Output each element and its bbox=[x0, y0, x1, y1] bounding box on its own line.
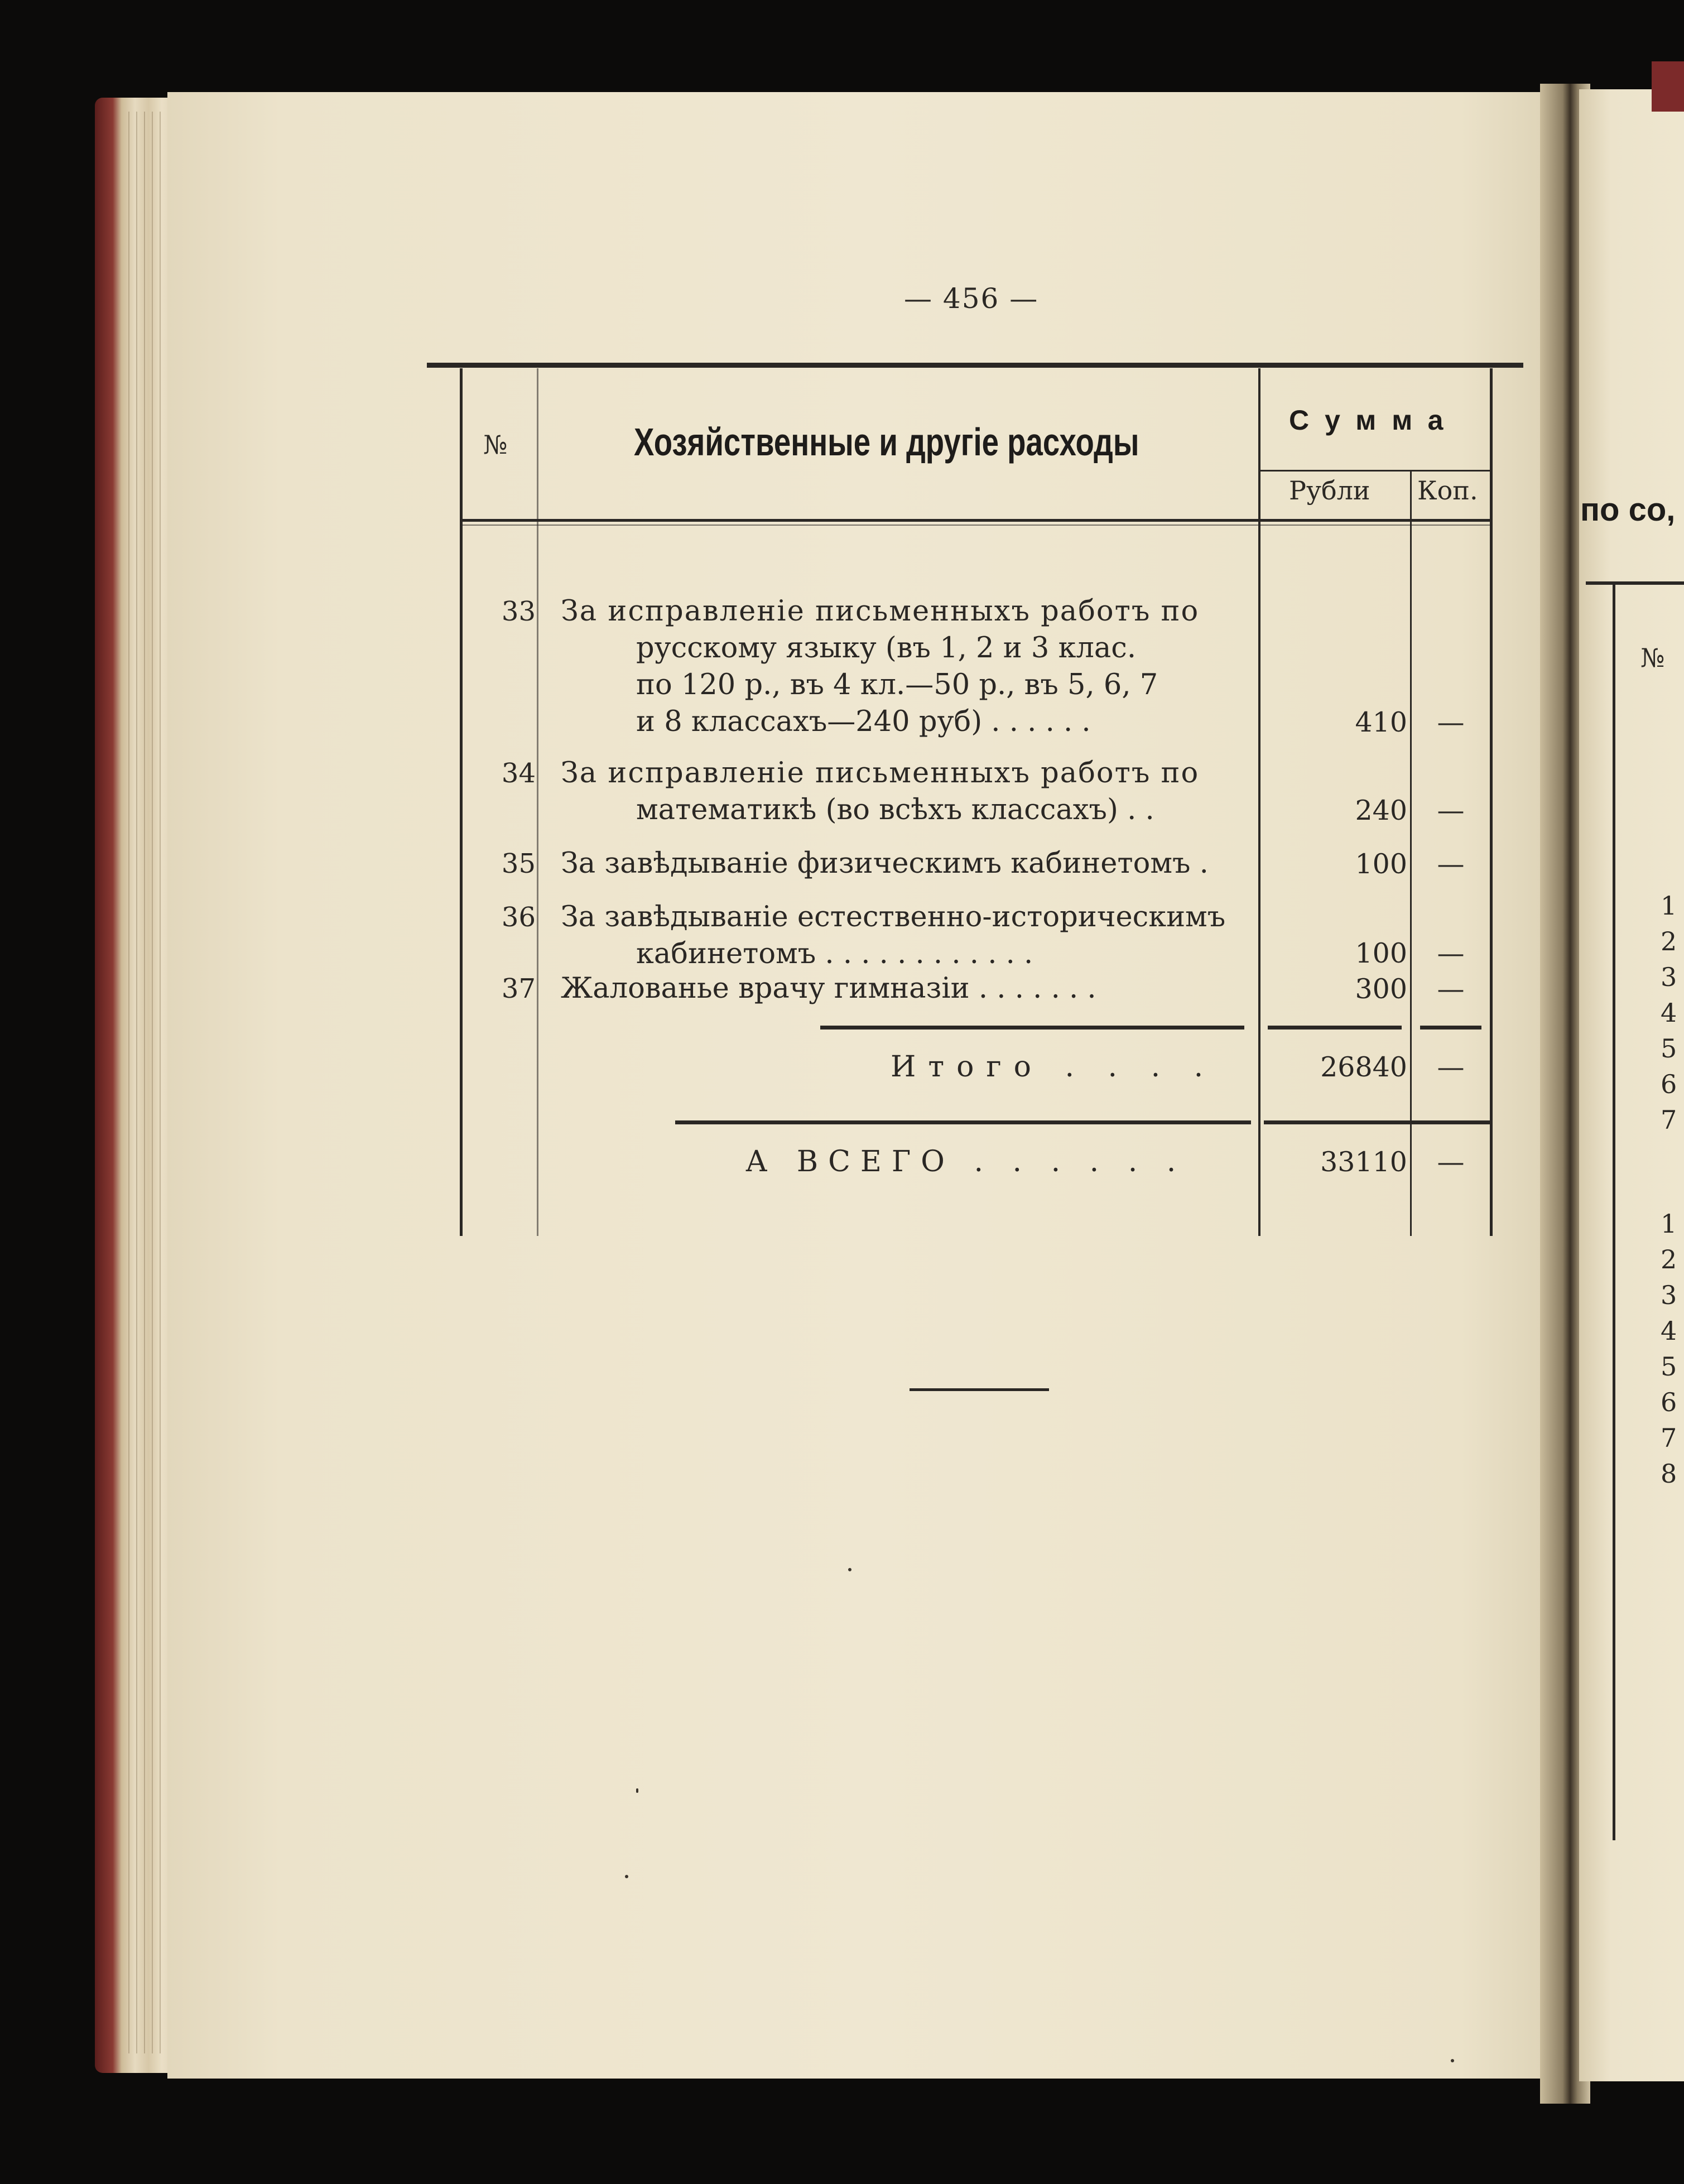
row-text-line: За завѣдываніе физическимъ кабинетомъ . bbox=[561, 847, 1209, 880]
right-page-row-number: 1 bbox=[1661, 891, 1677, 921]
table-header-rule bbox=[460, 519, 1491, 522]
row-kopecks: — bbox=[1437, 706, 1465, 738]
right-page-row-number: 5 bbox=[1661, 1351, 1677, 1382]
row-kopecks: — bbox=[1437, 973, 1465, 1005]
vsego-kopecks: — bbox=[1437, 1146, 1465, 1178]
right-page-row-number: 3 bbox=[1661, 962, 1677, 992]
row-text-line: кабинетомъ . . . . . . . . . . . . bbox=[636, 937, 1033, 970]
right-page-row-number: 7 bbox=[1661, 1105, 1677, 1135]
vsego-rubles: 33110 bbox=[1320, 1146, 1407, 1178]
paper-speck bbox=[636, 1788, 638, 1793]
row-number: 37 bbox=[501, 973, 536, 1004]
row-number: 36 bbox=[501, 902, 536, 933]
page-number: — 456 — bbox=[904, 282, 1039, 315]
right-page-row-number: 7 bbox=[1661, 1423, 1677, 1453]
right-page-row-number: 1 bbox=[1661, 1209, 1677, 1239]
row-number: 34 bbox=[501, 758, 536, 789]
row-number: 33 bbox=[501, 596, 536, 627]
row-text-line: За исправленіе письменныхъ работъ по bbox=[561, 757, 1200, 790]
left-page bbox=[167, 92, 1574, 2079]
itogo-rule-sum bbox=[1268, 1026, 1402, 1030]
row-text-line: математикѣ (во всѣхъ классахъ) . . bbox=[636, 793, 1154, 826]
itogo-kopecks: — bbox=[1437, 1051, 1465, 1083]
paper-speck bbox=[848, 1568, 851, 1571]
row-rubles: 410 bbox=[1355, 706, 1407, 738]
vsego-rule-sum bbox=[1264, 1120, 1490, 1124]
row-rubles: 240 bbox=[1355, 795, 1407, 826]
row-number: 35 bbox=[501, 848, 536, 879]
table-sum-subheader-rule bbox=[1258, 470, 1491, 472]
table-header-rule-thin bbox=[460, 525, 1491, 526]
row-text-line: За завѣдываніе естественно-историческимъ bbox=[561, 901, 1226, 934]
right-page-row-number: 2 bbox=[1661, 926, 1677, 956]
row-text-line: по 120 р., въ 4 кл.—50 р., въ 5, 6, 7 bbox=[636, 668, 1158, 701]
column-header-sum: Сумма bbox=[1289, 405, 1459, 436]
right-page-row-number: 8 bbox=[1661, 1459, 1677, 1489]
row-rubles: 100 bbox=[1355, 937, 1407, 969]
table-top-rule bbox=[427, 363, 1523, 368]
end-ornament-rule bbox=[910, 1388, 1049, 1391]
vsego-label: А ВСЕГО . . . . . . bbox=[745, 1145, 1186, 1178]
paper-speck bbox=[625, 1875, 628, 1878]
row-kopecks: — bbox=[1437, 848, 1465, 880]
right-page-row-number: 6 bbox=[1661, 1069, 1677, 1099]
column-header-title: Хозяйственные и другіе расходы bbox=[634, 420, 1139, 464]
book-cover-corner bbox=[1652, 61, 1684, 112]
column-header-number: № bbox=[483, 430, 508, 460]
table-left-border bbox=[460, 368, 463, 1236]
column-header-rubles: Рубли bbox=[1289, 475, 1370, 506]
right-page-row-number: 4 bbox=[1661, 998, 1677, 1028]
right-page-row-number: 3 bbox=[1661, 1280, 1677, 1310]
table-right-border bbox=[1490, 368, 1493, 1236]
row-text-line: и 8 классахъ—240 руб) . . . . . . bbox=[636, 705, 1091, 738]
table-sum-column-divider bbox=[1258, 368, 1260, 1236]
right-page-row-number: 2 bbox=[1661, 1244, 1677, 1274]
right-page-row-number: 5 bbox=[1661, 1033, 1677, 1064]
right-page-number-header: № bbox=[1640, 643, 1665, 673]
vsego-rule bbox=[675, 1120, 1251, 1124]
row-kopecks: — bbox=[1437, 937, 1465, 969]
paper-speck bbox=[1451, 2059, 1454, 2062]
right-page-row-number: 4 bbox=[1661, 1316, 1677, 1346]
right-page-top-rule bbox=[1586, 581, 1684, 585]
itogo-label: Итого . . . . bbox=[891, 1050, 1216, 1084]
itogo-rule-kop bbox=[1420, 1026, 1481, 1030]
column-header-kopecks: Коп. bbox=[1417, 475, 1478, 506]
row-rubles: 100 bbox=[1355, 848, 1407, 880]
itogo-rubles: 26840 bbox=[1320, 1051, 1407, 1083]
row-text-line: За исправленіе письменныхъ работъ по bbox=[561, 595, 1200, 628]
row-text-line: русскому языку (въ 1, 2 и 3 клас. bbox=[636, 632, 1137, 665]
right-page-heading-fragment: по со, bbox=[1580, 492, 1676, 528]
itogo-rule bbox=[820, 1026, 1244, 1030]
row-text-line: Жалованье врачу гимназіи . . . . . . . bbox=[561, 972, 1096, 1005]
right-page-left-border bbox=[1613, 585, 1615, 1840]
row-rubles: 300 bbox=[1355, 973, 1407, 1005]
table-no-column-divider bbox=[537, 368, 538, 1236]
row-kopecks: — bbox=[1437, 795, 1465, 826]
right-page-row-number: 6 bbox=[1661, 1387, 1677, 1417]
